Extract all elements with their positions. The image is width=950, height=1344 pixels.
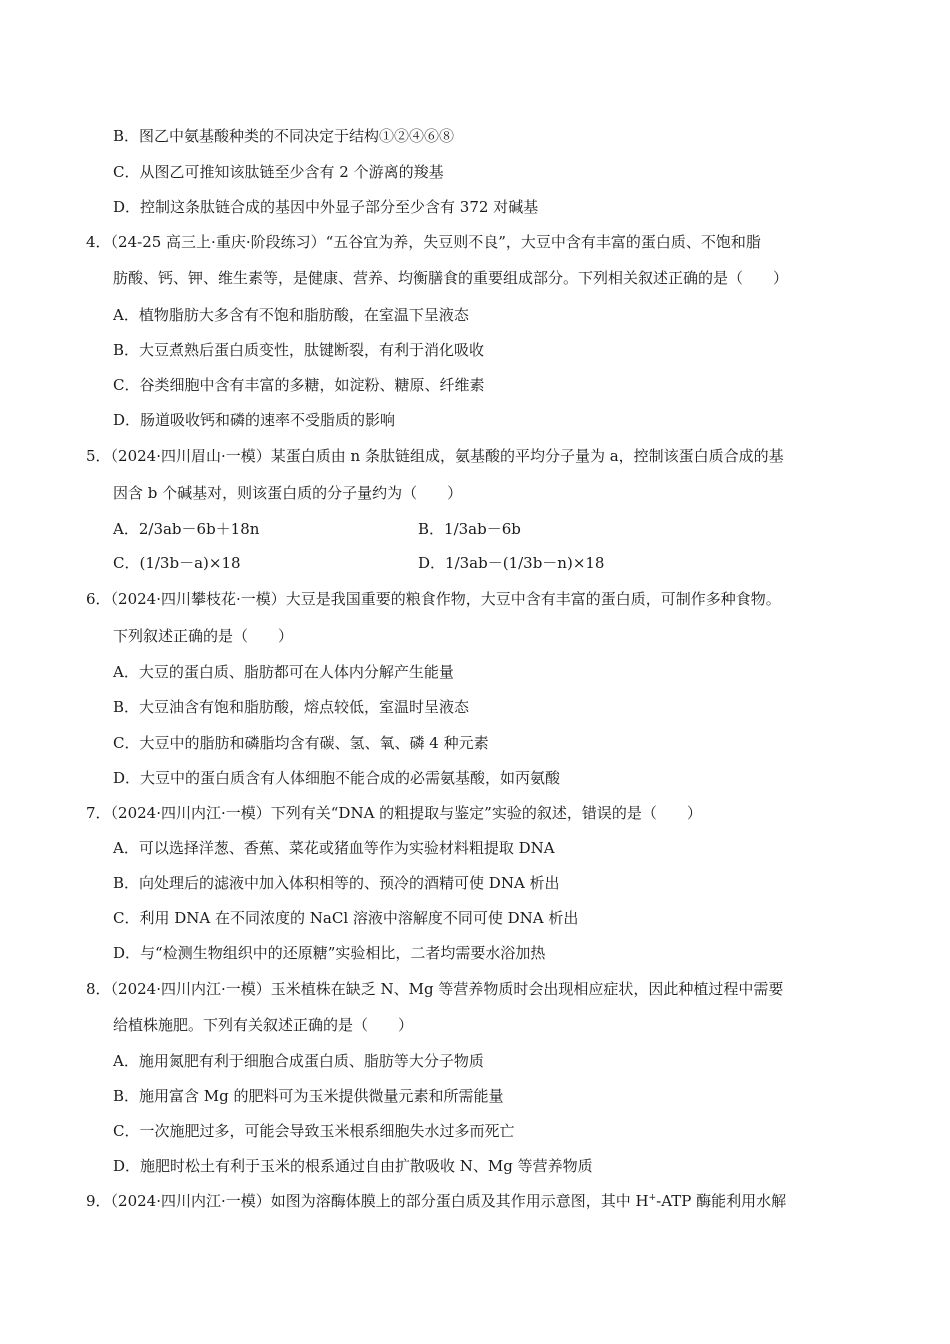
question-5-stem: 5．（2024·四川眉山·一模）某蛋白质由 n 条肽链组成，氨基酸的平均分子量为 a，控制该蛋白质合成的基 — [86, 447, 784, 465]
question-6-option-a: A．大豆的蛋白质、脂肪都可在人体内分解产生能量 — [113, 663, 454, 681]
question-8-option-c: C．一次施肥过多，可能会导致玉米根系细胞失水过多而死亡 — [113, 1122, 515, 1140]
question-4-option-a: A．植物脂肪大多含有不饱和脂肪酸，在室温下呈液态 — [113, 306, 469, 324]
question-4-option-d: D．肠道吸收钙和磷的速率不受脂质的影响 — [113, 411, 396, 429]
question-5-option-c: C．(1/3b－a)×18 — [113, 554, 241, 572]
question-4-stem: 4．（24-25 高三上·重庆·阶段练习）“五谷宜为养，失豆则不良”，大豆中含有丰富的蛋白质、不饱和脂 — [86, 233, 761, 251]
question-8-option-d: D．施肥时松土有利于玉米的根系通过自由扩散吸收 N、Mg 等营养物质 — [113, 1157, 593, 1175]
question-6-stem: 6．（2024·四川攀枝花·一模）大豆是我国重要的粮食作物，大豆中含有丰富的蛋白质，可制作多种食物。 — [86, 590, 781, 608]
question-8-stem-cont: 给植株施肥。下列有关叙述正确的是（ ） — [113, 1016, 414, 1034]
question-6-option-b: B．大豆油含有饱和脂肪酸，熔点较低，室温时呈液态 — [113, 698, 470, 716]
question-8-option-b: B．施用富含 Mg 的肥料可为玉米提供微量元素和所需能量 — [113, 1087, 504, 1105]
question-6-option-c: C．大豆中的脂肪和磷脂均含有碳、氢、氧、磷 4 种元素 — [113, 734, 489, 752]
question-4-option-b: B．大豆煮熟后蛋白质变性，肽键断裂，有利于消化吸收 — [113, 341, 485, 359]
question-7-stem: 7．（2024·四川内江·一模）下列有关“DNA 的粗提取与鉴定”实验的叙述，错误的是（ ） — [86, 804, 702, 822]
question-7-option-b: B．向处理后的滤液中加入体积相等的、预冷的酒精可使 DNA 析出 — [113, 874, 560, 892]
question-7-option-c: C．利用 DNA 在不同浓度的 NaCl 溶液中溶解度不同可使 DNA 析出 — [113, 909, 579, 927]
question-5-option-a: A．2/3ab－6b＋18n — [113, 520, 260, 538]
question-8-option-a: A．施用氮肥有利于细胞合成蛋白质、脂肪等大分子物质 — [113, 1052, 484, 1070]
question-9-stem: 9．（2024·四川内江·一模）如图为溶酶体膜上的部分蛋白质及其作用示意图，其中 H+-ATP 酶能利用水解 — [86, 1192, 787, 1210]
question-6-option-d: D．大豆中的蛋白质含有人体细胞不能合成的必需氨基酸，如丙氨酸 — [113, 769, 561, 787]
question-7-option-a: A．可以选择洋葱、香蕉、菜花或猪血等作为实验材料粗提取 DNA — [113, 839, 555, 857]
question-6-stem-cont: 下列叙述正确的是（ ） — [113, 627, 294, 645]
question-8-stem: 8．（2024·四川内江·一模）玉米植株在缺乏 N、Mg 等营养物质时会出现相应症状，因此种植过程中需要 — [86, 980, 784, 998]
prev-option-d: D．控制这条肽链合成的基因中外显子部分至少含有 372 对碱基 — [113, 198, 539, 216]
superscript-plus: + — [648, 1193, 657, 1203]
question-4-stem-cont: 肪酸、钙、钾、维生素等，是健康、营养、均衡膳食的重要组成部分。下列相关叙述正确的是（ ） — [113, 269, 789, 287]
prev-option-c: C．从图乙可推知该肽链至少含有 2 个游离的羧基 — [113, 163, 444, 181]
question-5-option-b: B．1/3ab－6b — [418, 520, 521, 538]
question-4-option-c: C．谷类细胞中含有丰富的多糖，如淀粉、糖原、纤维素 — [113, 376, 485, 394]
question-7-option-d: D．与“检测生物组织中的还原糖”实验相比，二者均需要水浴加热 — [113, 944, 546, 962]
prev-option-b: B．图乙中氨基酸种类的不同决定于结构①②④⑥⑧ — [113, 127, 455, 145]
question-5-option-d: D．1/3ab－(1/3b－n)×18 — [418, 554, 605, 572]
question-5-stem-cont: 因含 b 个碱基对，则该蛋白质的分子量约为（ ） — [113, 484, 463, 502]
